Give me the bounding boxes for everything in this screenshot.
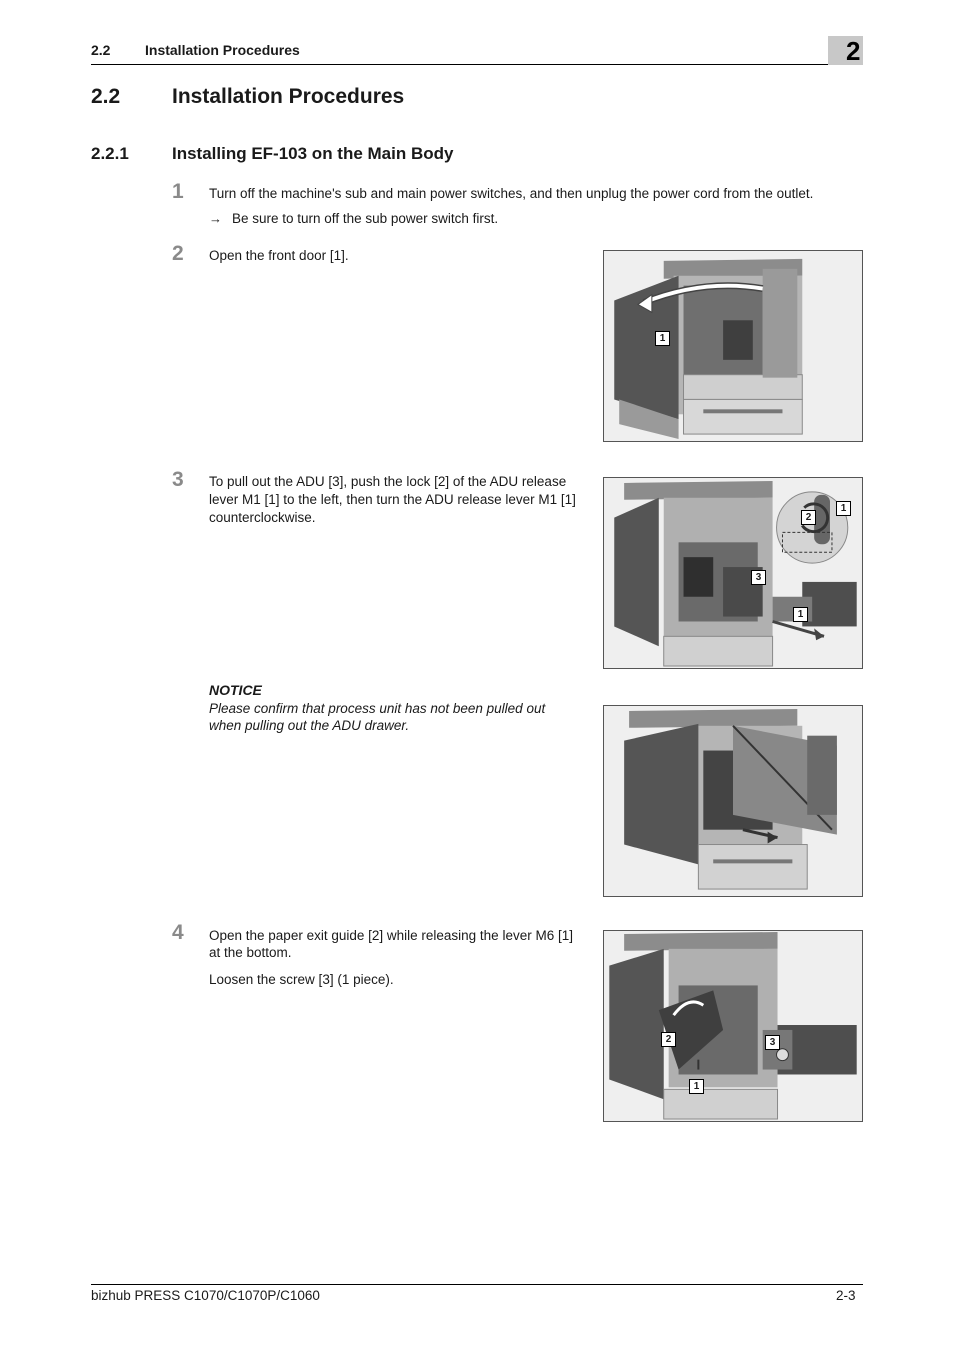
heading2-number: 2.2.1: [91, 144, 129, 163]
heading2-title: Installing EF-103 on the Main Body: [172, 144, 454, 163]
step-3-line3: counterclockwise.: [209, 510, 316, 525]
step-2-text: Open the front door [1].: [209, 248, 349, 263]
step-2-number: 2: [172, 242, 184, 265]
arrow-icon: →: [209, 211, 222, 226]
step-4-line1: Open the paper exit guide [2] while releasing the lever M6 [1]: [209, 928, 573, 943]
step-1-subtext: Be sure to turn off the sub power switch first.: [232, 211, 499, 226]
callout-1: 1: [689, 1079, 704, 1094]
callout-2: 2: [661, 1032, 676, 1047]
step-3-number: 3: [172, 468, 184, 491]
step-1-number: 1: [172, 180, 184, 203]
step-3-line2: lever M1 [1] to the left, then turn the ADU release lever M1 [1]: [209, 492, 576, 507]
figure-open-front-door: [603, 250, 863, 442]
header-section-title: Installation Procedures: [145, 42, 300, 58]
step-4-line3: Loosen the screw [3] (1 piece).: [209, 972, 394, 987]
callout-1: 1: [655, 331, 670, 346]
step-4-number: 4: [172, 921, 184, 944]
chapter-number: 2: [846, 36, 861, 66]
step-4-line2: at the bottom.: [209, 945, 292, 960]
notice-line2: when pulling out the ADU drawer.: [209, 718, 410, 733]
figure-adu-release-lever: [603, 477, 863, 669]
footer-rule: [91, 1284, 863, 1285]
figure-paper-exit-guide: [603, 930, 863, 1122]
heading1-title: Installation Procedures: [172, 85, 405, 108]
callout-1: 1: [836, 501, 851, 516]
footer-product: bizhub PRESS C1070/C1070P/C1060: [91, 1288, 320, 1303]
callout-3: 3: [751, 570, 766, 585]
header-rule: [91, 64, 863, 65]
step-3-line1: To pull out the ADU [3], push the lock [2] of the ADU release: [209, 474, 567, 489]
header-section-number: 2.2: [91, 42, 111, 58]
callout-1: 1: [793, 607, 808, 622]
heading1-number: 2.2: [91, 85, 121, 108]
step-1-text: Turn off the machine's sub and main power switches, and then unplug the power cord from the outlet.: [209, 186, 814, 201]
callout-2: 2: [801, 510, 816, 525]
footer-page-number: 2-3: [836, 1288, 856, 1303]
notice-heading: NOTICE: [209, 682, 262, 698]
notice-line1: Please confirm that process unit has not been pulled out: [209, 701, 546, 716]
callout-3: 3: [765, 1035, 780, 1050]
figure-adu-drawer-pulled: [603, 705, 863, 897]
